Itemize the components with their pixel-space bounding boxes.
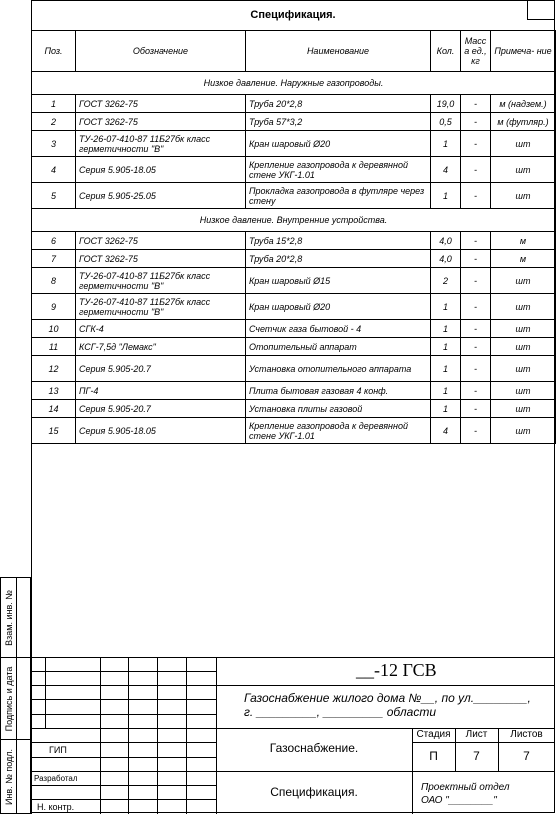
org-line-1: Проектный отдел bbox=[421, 782, 510, 793]
table-row bbox=[32, 268, 556, 294]
cell-code: Серия 5.905-20.7 bbox=[76, 356, 246, 382]
cell-pos: 2 bbox=[32, 113, 76, 131]
cell-qty: 1 bbox=[431, 400, 461, 418]
cell-pos: 13 bbox=[32, 382, 76, 400]
cell-pos: 8 bbox=[32, 268, 76, 294]
cell-pos: 12 bbox=[32, 356, 76, 382]
table-row bbox=[32, 338, 556, 356]
sheet-value: 7 bbox=[473, 749, 480, 763]
cell-name: Крепление газопровода к деревянной стене УКГ-1.01 bbox=[246, 157, 431, 183]
cell-qty: 4,0 bbox=[431, 250, 461, 268]
specification-table bbox=[31, 30, 556, 444]
role-gip: ГИП bbox=[49, 745, 67, 755]
cell-note: м bbox=[491, 250, 556, 268]
title-block bbox=[31, 657, 555, 814]
cell-name: Крепление газопровода к деревянной стене УКГ-1.01 bbox=[246, 418, 431, 444]
cell-name: Труба 57*3,2 bbox=[246, 113, 431, 131]
stage-label: Стадия bbox=[416, 729, 451, 740]
cell-note: м bbox=[491, 232, 556, 250]
cell-pos: 5 bbox=[32, 183, 76, 209]
cell-code: Серия 5.905-25.05 bbox=[76, 183, 246, 209]
col-header-mass: Масс а ед., кг bbox=[461, 31, 491, 72]
cell-mass: - bbox=[461, 356, 491, 382]
table-row bbox=[32, 131, 556, 157]
cell-pos: 3 bbox=[32, 131, 76, 157]
section-row bbox=[32, 72, 556, 95]
cell-mass: - bbox=[461, 294, 491, 320]
cell-code: КСГ-7,5д "Лемакс" bbox=[76, 338, 246, 356]
cell-qty: 1 bbox=[431, 338, 461, 356]
object-line-1: Газоснабжение жилого дома №__, по ул.________, bbox=[244, 691, 531, 705]
cell-code: ТУ-26-07-410-87 11Б27бк класс герметичности "В" bbox=[76, 131, 246, 157]
cell-pos: 15 bbox=[32, 418, 76, 444]
cell-note: шт bbox=[491, 320, 556, 338]
role-developer: Разработал bbox=[34, 774, 78, 783]
cell-mass: - bbox=[461, 157, 491, 183]
cell-pos: 6 bbox=[32, 232, 76, 250]
side-label-podpis: Подпись и дата bbox=[3, 666, 14, 731]
cell-pos: 7 bbox=[32, 250, 76, 268]
cell-qty: 1 bbox=[431, 183, 461, 209]
cell-name: Труба 15*2,8 bbox=[246, 232, 431, 250]
cell-name: Труба 20*2,8 bbox=[246, 95, 431, 113]
cell-pos: 14 bbox=[32, 400, 76, 418]
cell-pos: 10 bbox=[32, 320, 76, 338]
table-row bbox=[32, 113, 556, 131]
cell-mass: - bbox=[461, 338, 491, 356]
cell-note: шт bbox=[491, 418, 556, 444]
table-row bbox=[32, 356, 556, 382]
cell-mass: - bbox=[461, 418, 491, 444]
cell-note: шт bbox=[491, 338, 556, 356]
cell-code: ГОСТ 3262-75 bbox=[76, 113, 246, 131]
side-strip-inv bbox=[0, 739, 31, 814]
cell-qty: 1 bbox=[431, 131, 461, 157]
sheets-value: 7 bbox=[523, 749, 530, 763]
sheet-title: Спецификация. bbox=[250, 9, 336, 21]
cell-qty: 0,5 bbox=[431, 113, 461, 131]
section-row bbox=[32, 209, 556, 232]
section-title: Низкое давление. Наружные газопроводы. bbox=[32, 72, 556, 95]
cell-name: Плита бытовая газовая 4 конф. bbox=[246, 382, 431, 400]
table-row bbox=[32, 382, 556, 400]
side-label-inv: Инв. № подл. bbox=[3, 748, 14, 805]
cell-mass: - bbox=[461, 268, 491, 294]
table-row bbox=[32, 320, 556, 338]
cell-qty: 1 bbox=[431, 294, 461, 320]
role-norm-control: Н. контр. bbox=[37, 802, 75, 812]
table-row bbox=[32, 250, 556, 268]
cell-name: Установка отопительного аппарата bbox=[246, 356, 431, 382]
org-line-2: ОАО "________" bbox=[421, 795, 497, 806]
cell-mass: - bbox=[461, 250, 491, 268]
cell-note: шт bbox=[491, 356, 556, 382]
cell-code: Серия 5.905-18.05 bbox=[76, 157, 246, 183]
document-code: __-12 ГСВ bbox=[356, 660, 437, 680]
cell-pos: 1 bbox=[32, 95, 76, 113]
table-header-row bbox=[32, 31, 556, 72]
cell-note: шт bbox=[491, 131, 556, 157]
cell-note: м (надзем.) bbox=[491, 95, 556, 113]
table-row bbox=[32, 157, 556, 183]
cell-qty: 1 bbox=[431, 382, 461, 400]
cell-name: Установка плиты газовой bbox=[246, 400, 431, 418]
cell-name: Кран шаровый Ø15 bbox=[246, 268, 431, 294]
cell-note: шт bbox=[491, 294, 556, 320]
cell-code: ПГ-4 bbox=[76, 382, 246, 400]
table-row bbox=[32, 232, 556, 250]
cell-mass: - bbox=[461, 382, 491, 400]
cell-qty: 4 bbox=[431, 418, 461, 444]
cell-name: Кран шаровый Ø20 bbox=[246, 294, 431, 320]
cell-code: Серия 5.905-18.05 bbox=[76, 418, 246, 444]
cell-note: шт bbox=[491, 157, 556, 183]
cell-qty: 4 bbox=[431, 157, 461, 183]
side-strip-podpis bbox=[0, 657, 31, 740]
cell-pos: 4 bbox=[32, 157, 76, 183]
cell-mass: - bbox=[461, 400, 491, 418]
cell-name: Труба 20*2,8 bbox=[246, 250, 431, 268]
stage-value: П bbox=[429, 749, 438, 763]
cell-code: Серия 5.905-20.7 bbox=[76, 400, 246, 418]
cell-qty: 2 bbox=[431, 268, 461, 294]
cell-mass: - bbox=[461, 232, 491, 250]
cell-code: ГОСТ 3262-75 bbox=[76, 232, 246, 250]
cell-name: Кран шаровый Ø20 bbox=[246, 131, 431, 157]
cell-name: Счетчик газа бытовой - 4 bbox=[246, 320, 431, 338]
cell-pos: 11 bbox=[32, 338, 76, 356]
table-row bbox=[32, 183, 556, 209]
col-header-qty: Кол. bbox=[431, 31, 461, 72]
sheets-label: Листов bbox=[510, 729, 543, 740]
cell-code: ГОСТ 3262-75 bbox=[76, 250, 246, 268]
table-row bbox=[32, 418, 556, 444]
col-header-code: Обозначение bbox=[76, 31, 246, 72]
sheet-name: Спецификация. bbox=[270, 785, 358, 799]
cell-mass: - bbox=[461, 320, 491, 338]
cell-qty: 1 bbox=[431, 320, 461, 338]
cell-note: шт bbox=[491, 183, 556, 209]
section-name: Газоснабжение. bbox=[269, 741, 359, 755]
cell-mass: - bbox=[461, 183, 491, 209]
col-header-pos: Поз. bbox=[32, 31, 76, 72]
cell-qty: 1 bbox=[431, 356, 461, 382]
table-row bbox=[32, 95, 556, 113]
cell-mass: - bbox=[461, 131, 491, 157]
side-label-vzam: Взам. инв. № bbox=[3, 589, 14, 646]
col-header-name: Наименование bbox=[246, 31, 431, 72]
cell-mass: - bbox=[461, 113, 491, 131]
cell-note: шт bbox=[491, 382, 556, 400]
table-row bbox=[32, 400, 556, 418]
cell-qty: 19,0 bbox=[431, 95, 461, 113]
col-header-note: Примеча- ние bbox=[491, 31, 556, 72]
side-strip-vzam bbox=[0, 577, 31, 658]
cell-note: шт bbox=[491, 400, 556, 418]
cell-note: м (футляр.) bbox=[491, 113, 556, 131]
cell-code: СГК-4 bbox=[76, 320, 246, 338]
cell-code: ТУ-26-07-410-87 11Б27бк класс герметичности "В" bbox=[76, 294, 246, 320]
cell-code: ТУ-26-07-410-87 11Б27бк класс герметичности "В" bbox=[76, 268, 246, 294]
sheet-label: Лист bbox=[465, 729, 488, 740]
cell-pos: 9 bbox=[32, 294, 76, 320]
object-line-2: г. _________, _________ области bbox=[244, 705, 436, 719]
table-row bbox=[32, 294, 556, 320]
cell-qty: 4,0 bbox=[431, 232, 461, 250]
section-title: Низкое давление. Внутренние устройства. bbox=[32, 209, 556, 232]
cell-mass: - bbox=[461, 95, 491, 113]
cell-name: Прокладка газопровода в футляре через стену bbox=[246, 183, 431, 209]
cell-note: шт bbox=[491, 268, 556, 294]
cell-name: Отопительный аппарат bbox=[246, 338, 431, 356]
cell-code: ГОСТ 3262-75 bbox=[76, 95, 246, 113]
